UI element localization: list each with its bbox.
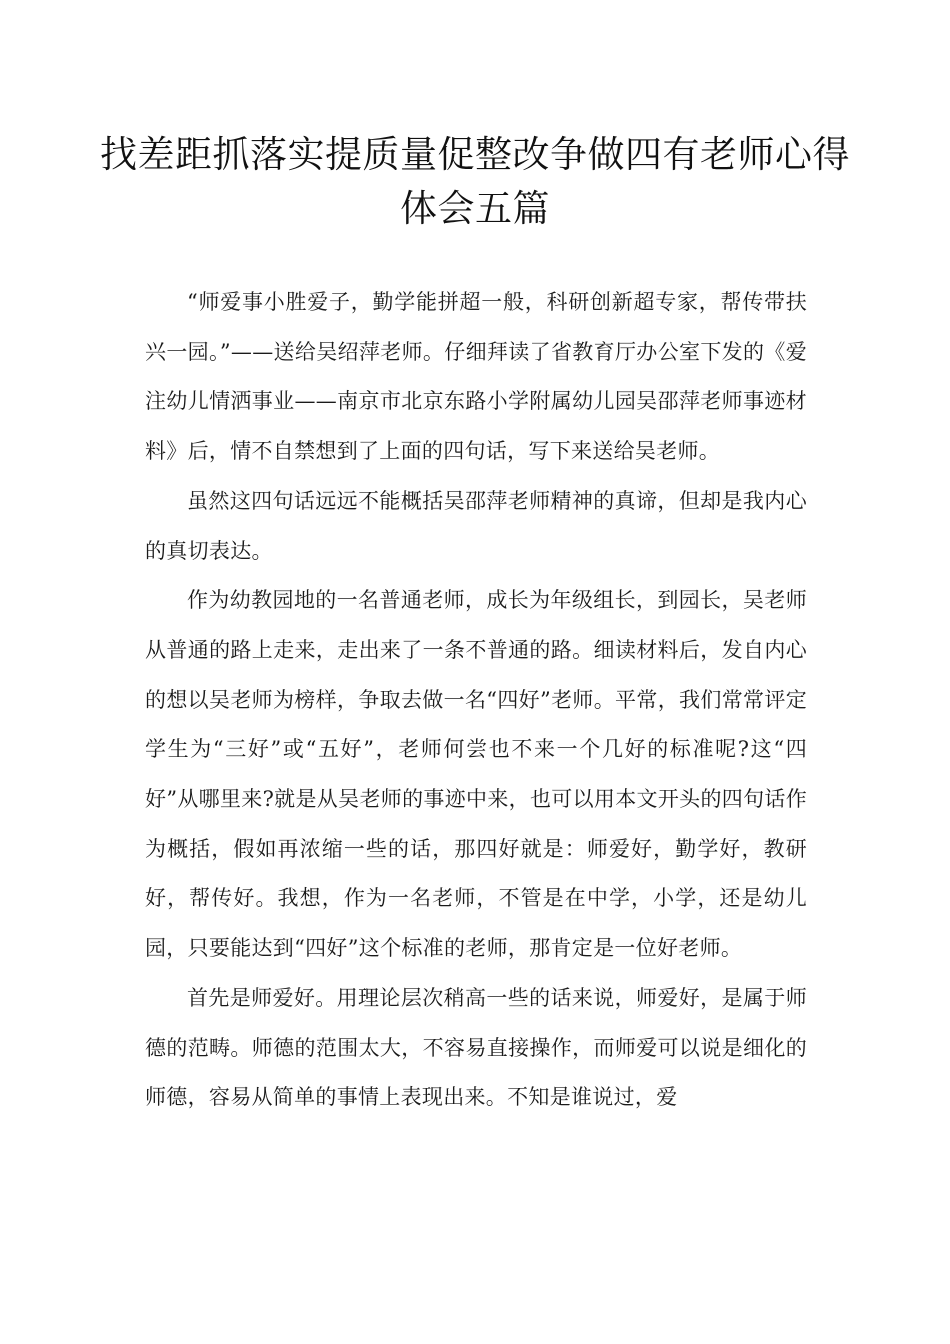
document-title: 找差距抓落实提质量促整改争做四有老师心得体会五篇 xyxy=(100,133,850,230)
paragraph-2: 虽然这四句话远远不能概括吴邵萍老师精神的真谛，但却是我内心的真切表达。 xyxy=(145,488,807,563)
paragraph-1: “师爱事小胜爱子，勤学能拼超一般，科研创新超专家，帮传带扶兴一园。”——送给吴绍萍老师。仔细拜读了省教育厅办公室下发的《爱注幼儿情洒事业——南京市北京东路小学附属幼儿园吴邵萍老师事迹材料》后，情不自禁想到了上面的四句话，写下来送给吴老师。 xyxy=(145,290,807,464)
paragraph-4: 首先是师爱好。用理论层次稍高一些的话来说，师爱好，是属于师德的范畴。师德的范围太大，不容易直接操作，而师爱可以说是细化的师德，容易从简单的事情上表现出来。不知是谁说过，爱 xyxy=(145,985,807,1110)
document-body xyxy=(145,278,807,1123)
paragraph-3: 作为幼教园地的一名普通老师，成长为年级组长，到园长，吴老师从普通的路上走来，走出来了一条不普通的路。细读材料后，发自内心的想以吴老师为榜样，争取去做一名“四好”老师。平常，我们常常评定学生为“三好”或“五好”，老师何尝也不来一个几好的标准呢?这“四好”从哪里来?就是从吴老师的事迹中来，也可以用本文开头的四句话作为概括，假如再浓缩一些的话，那四好就是：师爱好，勤学好，教研好，帮传好。我想，作为一名老师，不管是在中学，小学，还是幼儿园，只要能达到“四好”这个标准的老师，那肯定是一位好老师。 xyxy=(145,588,807,961)
